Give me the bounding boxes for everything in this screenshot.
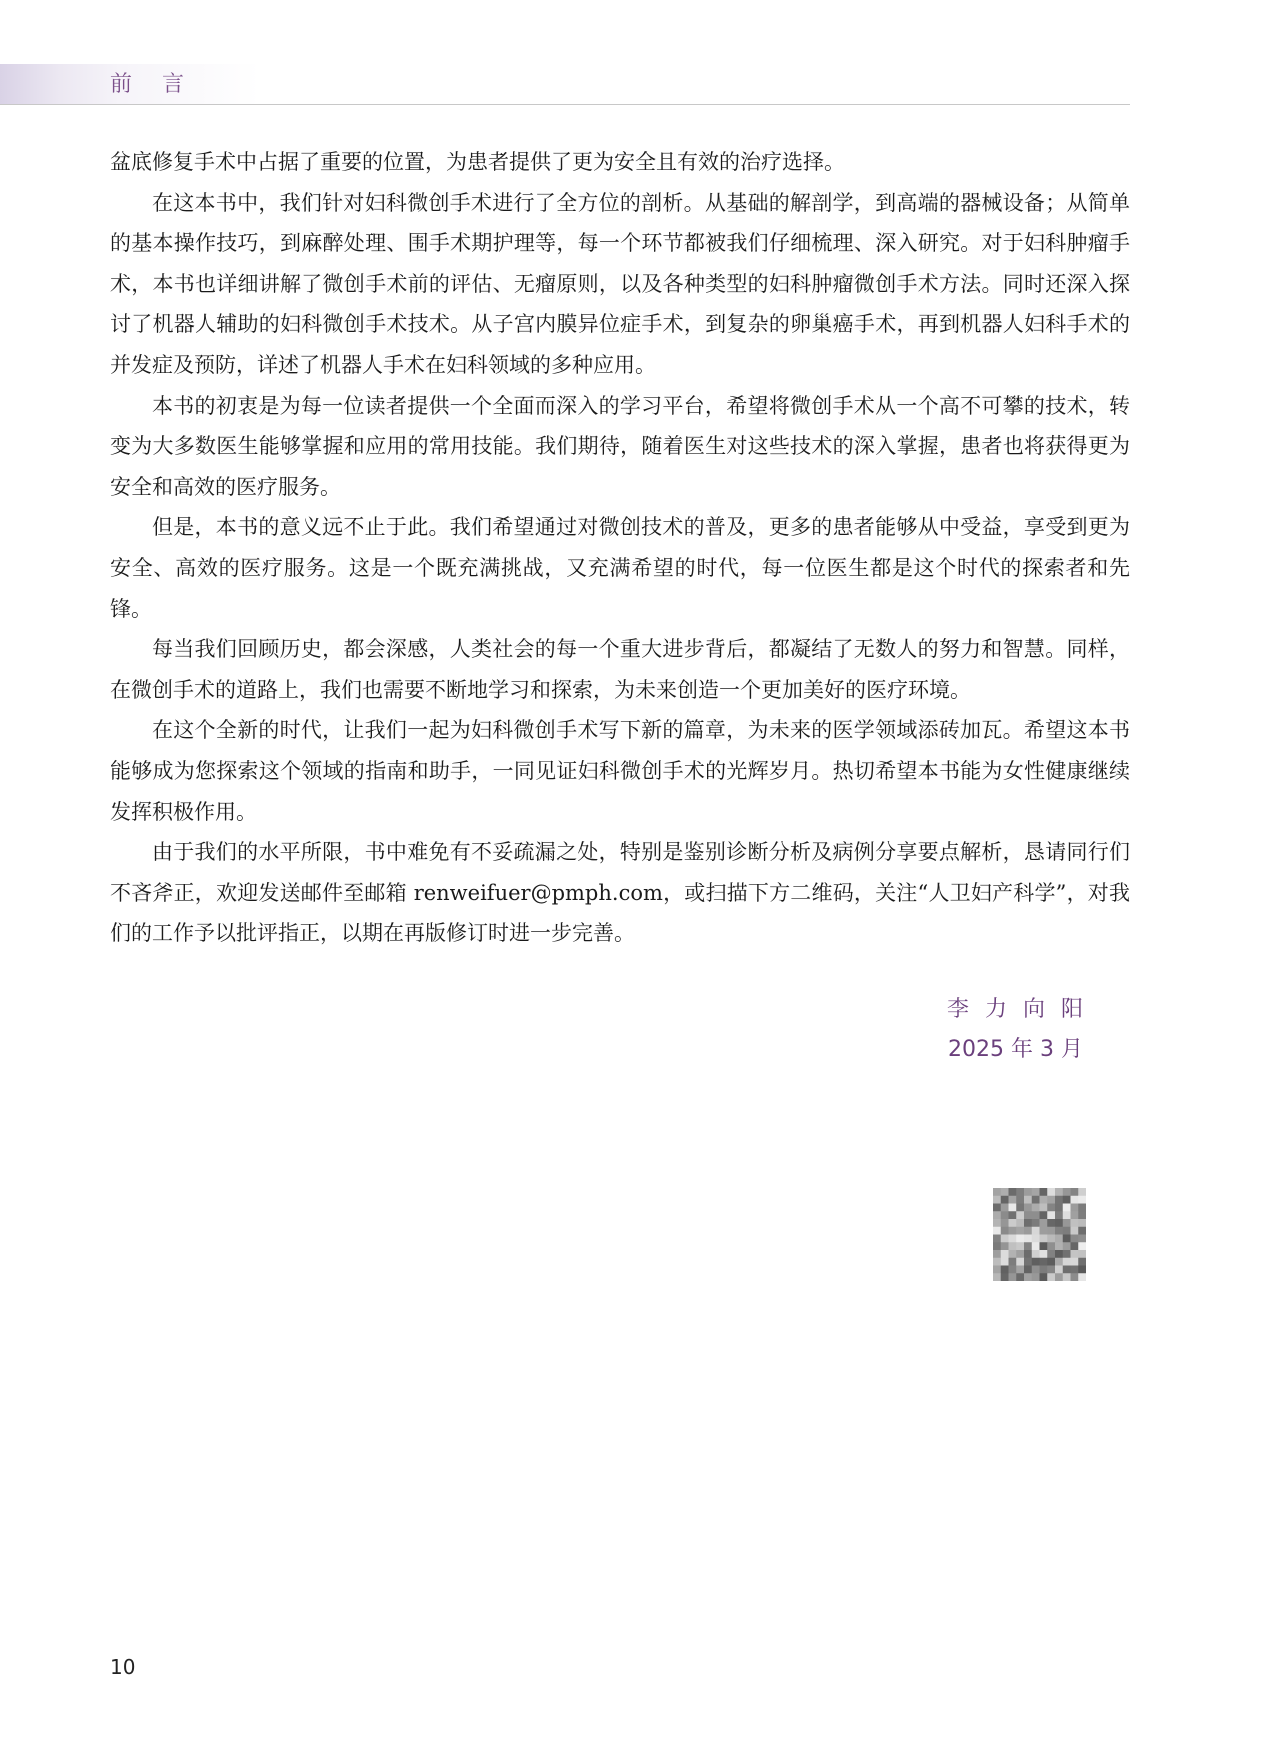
paragraph: 但是，本书的意义远不止于此。我们希望通过对微创技术的普及，更多的患者能够从中受益，享受到更为安全、高效的医疗服务。这是一个既充满挑战，又充满希望的时代，每一位医生都是这个时代的探索者和先锋。 xyxy=(110,515,1130,621)
paragraph: 由于我们的水平所限，书中难免有不妥疏漏之处，特别是鉴别诊断分析及病例分享要点解析，恳请同行们不吝斧正，欢迎发送邮件至邮箱 renweifuer@pmph.com，或扫描下方二维码，关注“人卫妇产科学”，对我们的工作予以批评指正，以期在再版修订时进一步完善。 xyxy=(110,840,1130,946)
page-number: 10 xyxy=(110,1655,136,1679)
paragraph: 本书的初衷是为每一位读者提供一个全面而深入的学习平台，希望将微创手术从一个高不可攀的技术，转变为大多数医生能够掌握和应用的常用技能。我们期待，随着医生对这些技术的深入掌握，患者也将获得更为安全和高效的医疗服务。 xyxy=(110,393,1130,499)
qr-code-icon[interactable] xyxy=(993,1188,1086,1281)
paragraph: 在这本书中，我们针对妇科微创手术进行了全方位的剖析。从基础的解剖学，到高端的器械设备；从简单的基本操作技巧，到麻醉处理、围手术期护理等，每一个环节都被我们仔细梳理、深入研究。对于妇科肿瘤手术，本书也详细讲解了微创手术前的评估、无瘤原则，以及各种类型的妇科肿瘤微创手术方法。同时还深入探讨了机器人辅助的妇科微创手术技术。从子宫内膜异位症手术，到复杂的卵巢癌手术，再到机器人妇科手术的并发症及预防，详述了机器人手术在妇科领域的多种应用。 xyxy=(110,190,1130,377)
paragraph: 每当我们回顾历史，都会深感，人类社会的每一个重大进步背后，都凝结了无数人的努力和智慧。同样，在微创手术的道路上，我们也需要不断地学习和探索，为未来创造一个更加美好的医疗环境。 xyxy=(110,637,1130,702)
author-name: 李力向阳 xyxy=(946,997,1099,1022)
paragraph: 在这个全新的时代，让我们一起为妇科微创手术写下新的篇章，为未来的医学领域添砖加瓦。希望这本书能够成为您探索这个领域的指南和助手，一同见证妇科微创手术的光辉岁月。热切希望本书能为女性健康继续发挥积极作用。 xyxy=(110,718,1130,824)
page-header-title: 前言 xyxy=(110,72,215,97)
header-rule xyxy=(0,104,1130,105)
signature-block xyxy=(946,990,1099,1070)
preface-body xyxy=(110,142,1130,954)
paragraph-continuation: 盆底修复手术中占据了重要的位置，为患者提供了更为安全且有效的治疗选择。 xyxy=(110,150,845,174)
signature-date: 2025 年 3 月 xyxy=(948,1037,1083,1062)
